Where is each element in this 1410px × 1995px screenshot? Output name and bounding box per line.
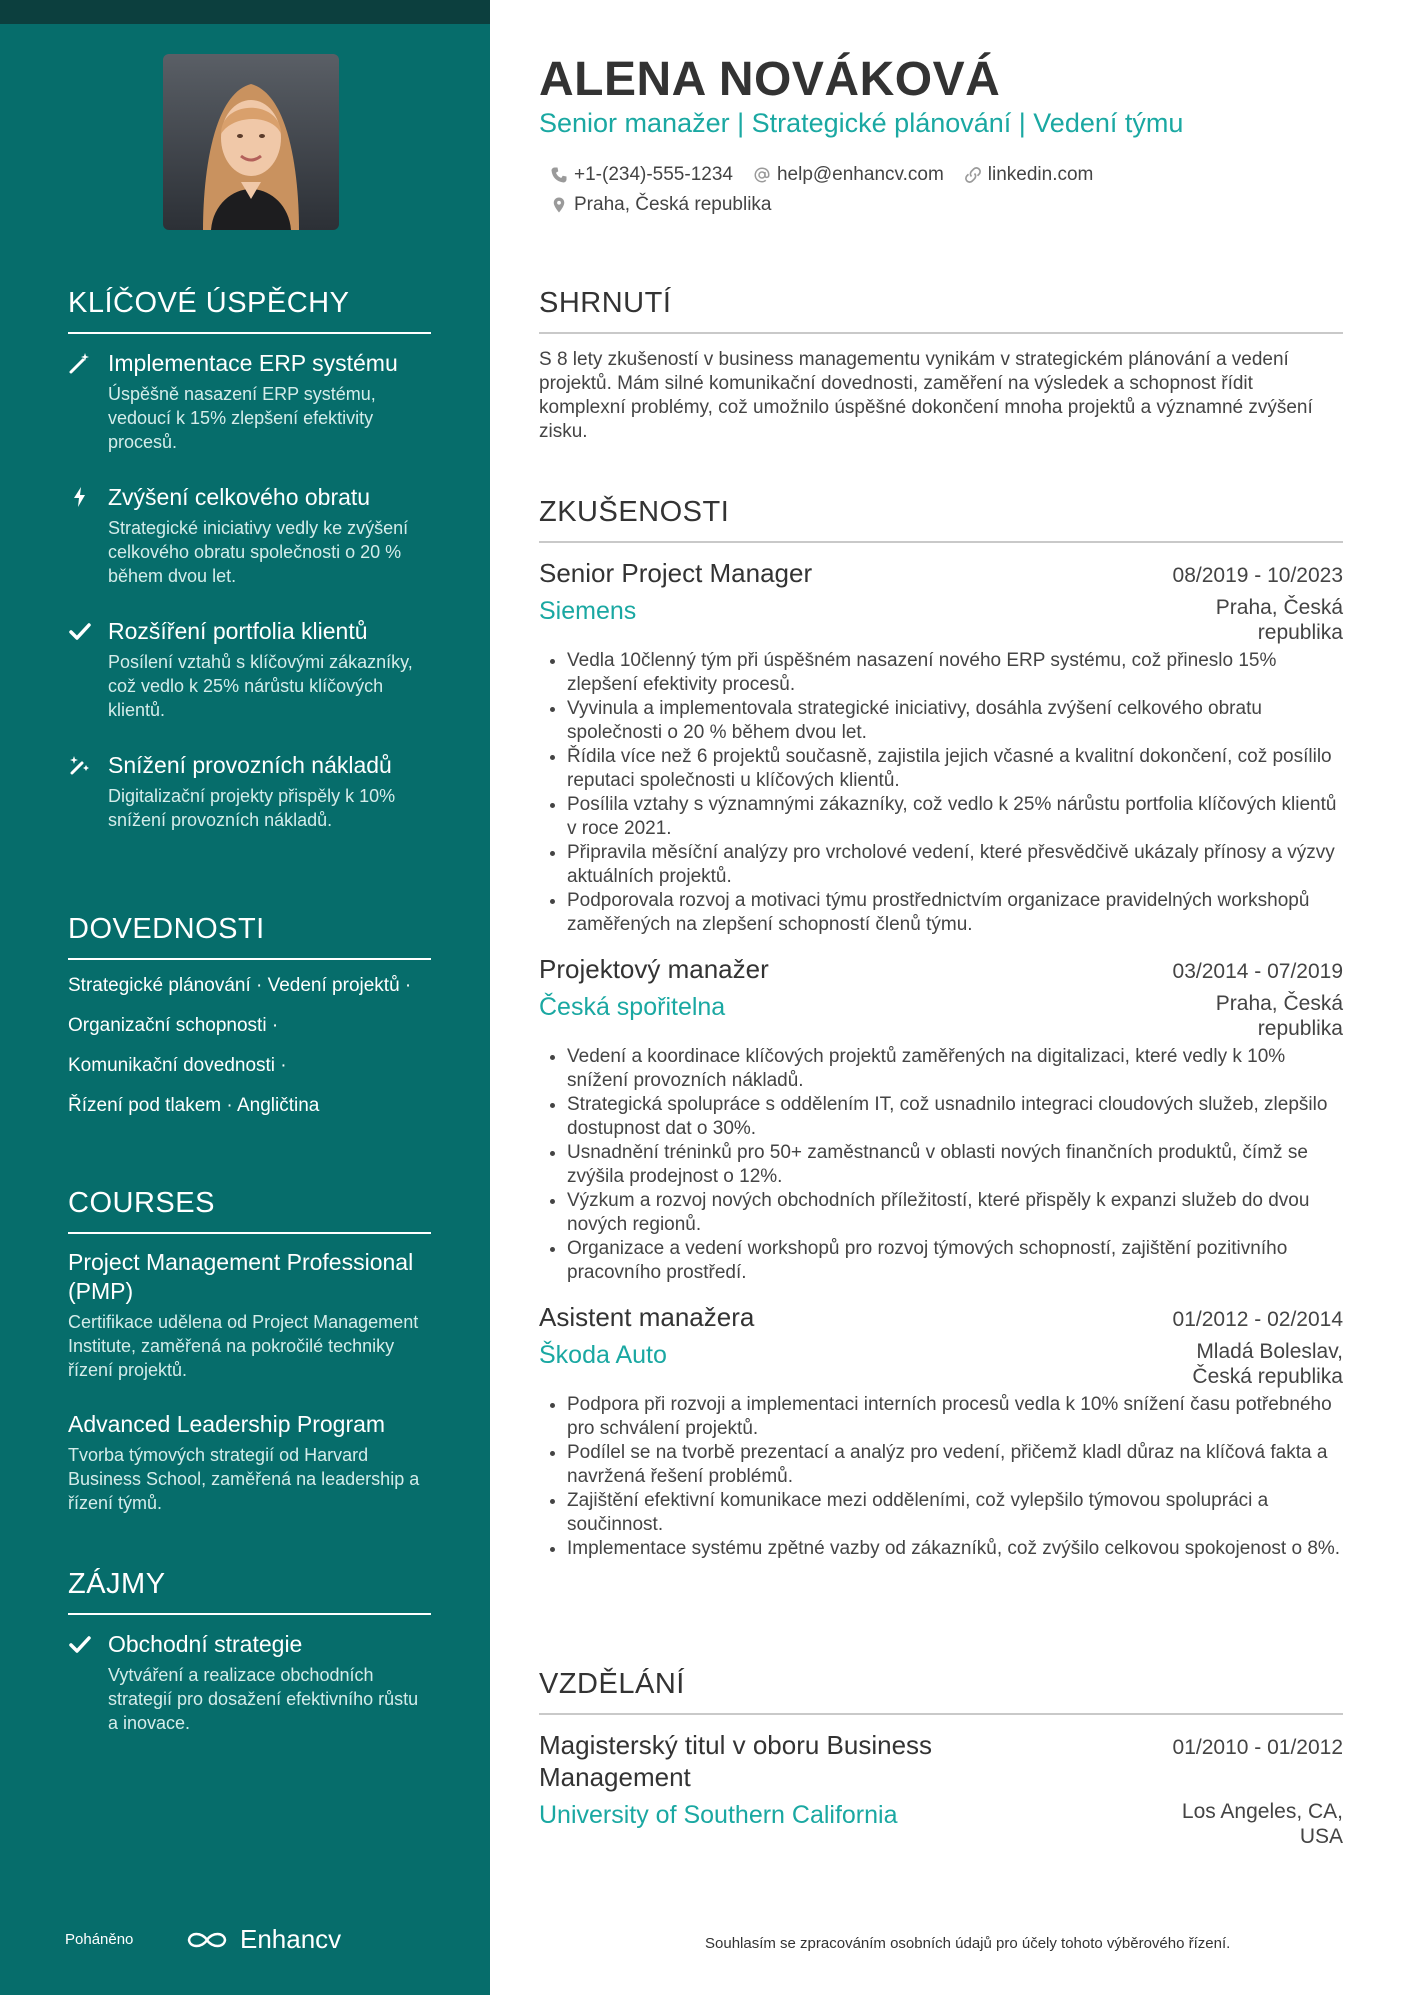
course-title: Advanced Leadership Program: [68, 1411, 386, 1437]
magic-sparkle-icon: [68, 753, 92, 777]
bullet-item: • Usnadnění tréninků pro 50+ zaměstnanců v oblasti nových finančních produktů, čímž se zvýšila prodejnost o 12%.: [567, 1141, 1343, 1189]
bullet-item: • Podílel se na tvorbě prezentací a analýz pro vedení, přičemž kladl důraz na klíčová fakta a navržená řešení problémů.: [567, 1441, 1343, 1489]
magic-wand-icon: [68, 351, 92, 375]
sidebar: [0, 0, 490, 1995]
course-item: [68, 1410, 431, 1515]
course-title: Project Management Professional (PMP): [68, 1249, 414, 1304]
bullet-item: • Výzkum a rozvoj nových obchodních příležitostí, které přispěly k expanzi služeb do dvou nových regionů.: [567, 1189, 1343, 1237]
bullet-item: • Vedla 10členný tým při úspěšném nasazení nového ERP systému, což přineslo 15% zlepšení efektivity procesů.: [567, 649, 1343, 697]
brand-name: Enhancv: [240, 1924, 342, 1954]
achievement-item: [68, 348, 431, 454]
skills-line: Strategické plánování · Vedení projektů ·: [68, 975, 412, 996]
achievement-item: [68, 616, 431, 722]
location-text: Praha, Česká republika: [574, 194, 772, 215]
interests-section: [68, 1568, 431, 1763]
bullet-item: • Řídila více než 6 projektů současně, zajistila jejich včasné a kvalitní dokončení, což posílilo reputaci společnosti u klíčových klientů.: [567, 745, 1343, 793]
job-date: 03/2014 - 07/2019: [1172, 960, 1343, 983]
candidate-name: ALENA NOVÁKOVÁ: [539, 53, 1001, 106]
school-name: University of Southern California: [539, 1801, 898, 1829]
education-section: [539, 1668, 1343, 1849]
phone-text: +1-(234)-555-1234: [574, 164, 733, 185]
phone-icon: [550, 166, 568, 184]
course-desc: Certifikace udělena od Project Management Institute, zaměřená na pokročilé techniky řízení projektů.: [68, 1312, 419, 1380]
achievement-title: Rozšíření portfolia klientů: [108, 618, 368, 644]
job-bullets: [539, 649, 1343, 937]
job-company: Siemens: [539, 597, 637, 625]
job-location: Praha, Česká republika: [1215, 992, 1343, 1040]
skills-title: DOVEDNOSTI: [68, 913, 431, 960]
interests-title: ZÁJMY: [68, 1568, 431, 1615]
courses-section: [68, 1187, 431, 1543]
achievement-item: [68, 750, 431, 832]
contact-location: [550, 194, 772, 216]
location-pin-icon: [550, 196, 568, 214]
job-entry: [539, 557, 1343, 937]
job-location: Praha, Česká republika: [1215, 596, 1343, 644]
email-text: help@enhancv.com: [776, 164, 944, 185]
contact-linkedin[interactable]: [964, 164, 1094, 186]
profile-photo: [163, 54, 339, 230]
bullet-item: • Strategická spolupráce s oddělením IT, což usnadnilo integraci cloudových služeb, zlepšilo dostupnost dat o 30%.: [567, 1093, 1343, 1141]
job-entry: [539, 1301, 1343, 1561]
experience-title: ZKUŠENOSTI: [539, 496, 1343, 543]
sidebar-top-bar: [0, 0, 490, 24]
infinity-logo-icon: [184, 1928, 230, 1952]
job-date: 08/2019 - 10/2023: [1172, 564, 1343, 587]
job-date: 01/2012 - 02/2014: [1172, 1308, 1343, 1331]
powered-by-label: Poháněno: [65, 1931, 134, 1948]
achievement-desc: Posílení vztahů s klíčovými zákazníky, což vedlo k 25% nárůstu klíčových klientů.: [108, 652, 413, 720]
job-company: Škoda Auto: [539, 1341, 667, 1369]
skills-line: Řízení pod tlakem · Angličtina: [68, 1095, 320, 1116]
summary-section: [539, 287, 1343, 444]
achievement-title: Snížení provozních nákladů: [108, 752, 392, 778]
job-company: Česká spořitelna: [539, 993, 726, 1021]
degree-title: Magisterský titul v oboru Business Management: [539, 1730, 933, 1792]
courses-title: COURSES: [68, 1187, 431, 1234]
bullet-item: • Vedení a koordinace klíčových projektů zaměřených na digitalizaci, které vedly k 10% snížení provozních nákladů.: [567, 1045, 1343, 1093]
at-sign-icon: [753, 166, 771, 184]
course-item: [68, 1248, 431, 1382]
achievement-title: Implementace ERP systému: [108, 350, 398, 376]
education-location: Los Angeles, CA, USA: [1181, 1800, 1343, 1848]
link-icon: [964, 166, 982, 184]
skills-section: [68, 913, 431, 1134]
summary-text: S 8 lety zkušeností v business managementu vynikám v strategickém plánování a vedení projektů. Mám silné komunikační dovednosti, zaměření na výsledek a schopnost řídit komplexní problémy, což umožnilo úspěšné dokončení mnoha projektů a významné zvýšení zisku.: [539, 349, 1313, 442]
bullet-item: • Implementace systému zpětné vazby od zákazníků, což zvýšilo celkovou spokojenost o 8%.: [567, 1537, 1343, 1561]
experience-section: [539, 496, 1343, 1577]
job-role: Projektový manažer: [539, 954, 769, 984]
lightning-icon: [68, 485, 92, 509]
enhancv-logo[interactable]: [184, 1924, 341, 1955]
achievement-desc: Úspěšně nasazení ERP systému, vedoucí k 15% zlepšení efektivity procesů.: [108, 384, 376, 452]
bullet-item: • Zajištění efektivní komunikace mezi odděleními, což vylepšilo týmovou spolupráci a součinnost.: [567, 1489, 1343, 1537]
contact-phone[interactable]: [550, 164, 733, 186]
job-role: Asistent manažera: [539, 1302, 755, 1332]
job-location: Mladá Boleslav, Česká republika: [1192, 1340, 1343, 1388]
skills-line: Organizační schopnosti ·: [68, 1015, 279, 1036]
bullet-item: • Připravila měsíční analýzy pro vrcholové vedení, které přesvědčivě ukázaly přínosy a výzvy aktuálních projektů.: [567, 841, 1343, 889]
linkedin-text: linkedin.com: [987, 164, 1094, 185]
skills-line: Komunikační dovednosti ·: [68, 1055, 287, 1076]
bullet-item: • Podporovala rozvoj a motivaci týmu prostřednictvím organizace pravidelných workshopů zaměřených na zlepšení schopností členů týmu.: [567, 889, 1343, 937]
check-icon: [68, 619, 92, 643]
education-date: 01/2010 - 01/2012: [1172, 1736, 1343, 1759]
achievement-desc: Digitalizační projekty přispěly k 10% snížení provozních nákladů.: [108, 786, 396, 830]
job-role: Senior Project Manager: [539, 558, 813, 588]
consent-note: Souhlasím se zpracováním osobních údajů pro účely tohoto výběrového řízení.: [705, 1935, 1231, 1952]
interest-desc: Vytváření a realizace obchodních strategií pro dosažení efektivního růstu a inovace.: [108, 1665, 419, 1733]
achievement-desc: Strategické iniciativy vedly ke zvýšení celkového obratu společnosti o 20 % během dvou let.: [108, 518, 409, 586]
check-icon: [68, 1632, 92, 1656]
interest-title: Obchodní strategie: [108, 1631, 303, 1657]
bullet-item: • Vyvinula a implementovala strategické iniciativy, dosáhla zvýšení celkového obratu společnosti o 20 % během dvou let.: [567, 697, 1343, 745]
job-bullets: [539, 1045, 1343, 1285]
achievements-section: [68, 287, 431, 860]
education-title: VZDĚLÁNÍ: [539, 1668, 1343, 1715]
course-desc: Tvorba týmových strategií od Harvard Business School, zaměřená na leadership a řízení týmů.: [68, 1445, 420, 1513]
achievement-title: Zvýšení celkového obratu: [108, 484, 371, 510]
contact-info: [550, 160, 1113, 220]
candidate-tagline: Senior manažer | Strategické plánování | Vedení týmu: [539, 108, 1184, 138]
bullet-item: • Organizace a vedení workshopů pro rozvoj týmových schopností, zajištění pozitivního pracovního prostředí.: [567, 1237, 1343, 1285]
bullet-item: • Podpora při rozvoji a implementaci interních procesů vedla k 10% snížení času potřebného pro schválení projektů.: [567, 1393, 1343, 1441]
bullet-item: • Posílila vztahy s významnými zákazníky, což vedlo k 25% nárůstu portfolia klíčových klientů v roce 2021.: [567, 793, 1343, 841]
achievement-item: [68, 482, 431, 588]
contact-email[interactable]: [753, 164, 944, 186]
achievements-title: KLÍČOVÉ ÚSPĚCHY: [68, 287, 431, 334]
job-entry: [539, 953, 1343, 1285]
job-bullets: [539, 1393, 1343, 1561]
interest-item: [68, 1629, 431, 1735]
summary-title: SHRNUTÍ: [539, 287, 1343, 334]
